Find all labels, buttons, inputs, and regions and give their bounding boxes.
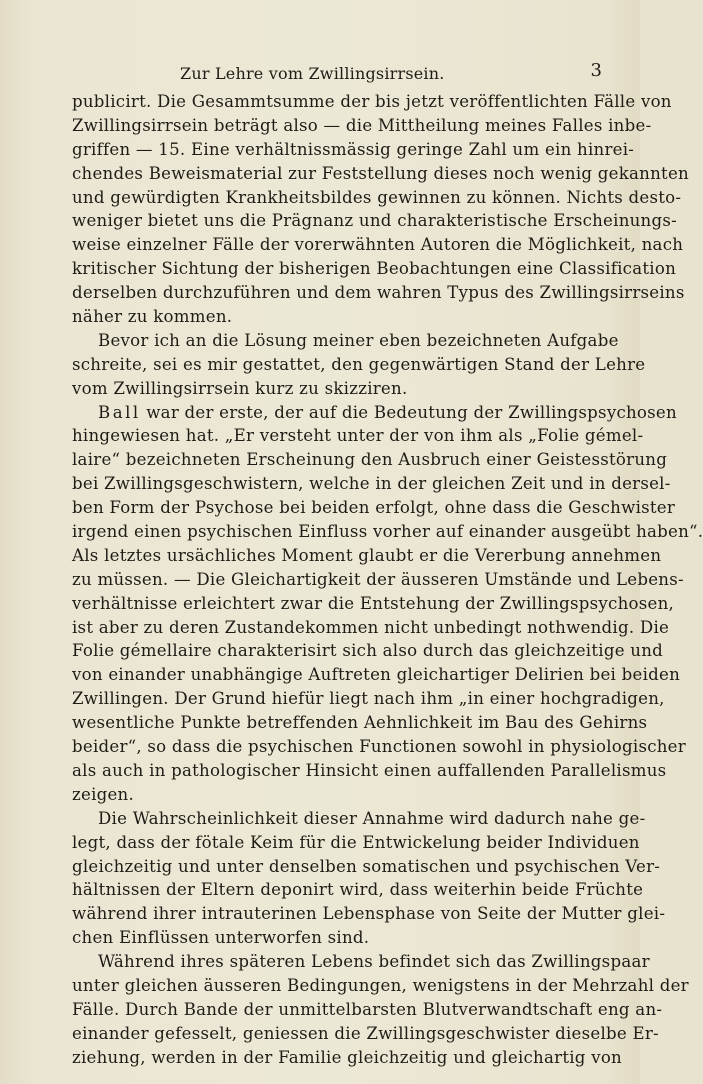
text-line: publicirt. Die Gesammtsumme der bis jetzt veröffentlichten Fälle von xyxy=(72,92,672,111)
text-line xyxy=(72,401,677,425)
text-line: als auch in pathologischer Hinsicht einen auffallenden Parallelismus xyxy=(72,760,667,780)
running-title: Zur Lehre vom Zwillingsirrsein. xyxy=(180,64,445,83)
running-head xyxy=(70,60,602,90)
text-line: hältnissen der Eltern deponirt wird, dass weiterhin beide Früchte xyxy=(72,880,644,900)
author-name-ball: Ball xyxy=(98,402,141,422)
text-line: verhältnisse erleichtert zwar die Entstehung der Zwillingspsychosen, xyxy=(72,593,675,613)
page-number: 3 xyxy=(590,60,602,81)
text-line: gleichzeitig und unter denselben somatischen und psychischen Ver- xyxy=(72,856,661,876)
text-line: Zwillingsirrsein beträgt also — die Mittheilung meines Falles inbe- xyxy=(72,115,652,135)
text-line: Fälle. Durch Bande der unmittelbarsten Blutverwandtschaft eng an- xyxy=(72,999,663,1019)
text-line: derselben durchzuführen und dem wahren Typus des Zwillingsirrseins xyxy=(72,283,685,303)
text-line: Zwillingen. Der Grund hiefür liegt nach ihm „in einer hochgradigen, xyxy=(72,689,665,709)
text-line: weniger bietet uns die Prägnanz und charakteristische Erscheinungs- xyxy=(72,211,677,231)
text-line: kritischer Sichtung der bisherigen Beobachtungen eine Classification xyxy=(72,259,677,279)
text-line: irgend einen psychischen Einfluss vorher auf einander ausgeübt haben“. xyxy=(72,522,703,542)
text-line: Als letztes ursächliches Moment glaubt er die Vererbung annehmen xyxy=(72,545,662,565)
text-line: ziehung, werden in der Familie gleichzeitig und gleichartig von xyxy=(72,1047,622,1067)
text-line: chen Einflüssen unterworfen sind. xyxy=(72,928,370,948)
text-line: unter gleichen äusseren Bedingungen, wenigstens in der Mehrzahl der xyxy=(72,975,689,995)
text-line: bei Zwillingsgeschwistern, welche in der gleichen Zeit und in dersel- xyxy=(72,474,671,494)
text-line: Folie gémellaire charakterisirt sich also durch das gleichzeitige und xyxy=(72,641,664,661)
text-line: ben Form der Psychose bei beiden erfolgt, ohne dass die Geschwister xyxy=(72,498,676,518)
text-line: laire“ bezeichneten Erscheinung den Ausbruch einer Geistesstörung xyxy=(72,450,668,470)
text-line: ist aber zu deren Zustandekommen nicht unbedingt nothwendig. Die xyxy=(72,617,670,637)
text-line-rest: war der erste, der auf die Bedeutung der Zwillingspsychosen xyxy=(140,402,677,422)
text-line: beider“, so dass die psychischen Functionen sowohl in physiologischer xyxy=(72,737,686,757)
text-line: zu müssen. — Die Gleichartigkeit der äusseren Umstände und Lebens- xyxy=(72,569,684,589)
text-line: näher zu kommen. xyxy=(72,307,233,327)
text-line: schreite, sei es mir gestattet, den gegenwärtigen Stand der Lehre xyxy=(72,354,646,374)
text-line: von einander unabhängige Auftreten gleichartiger Delirien bei beiden xyxy=(72,665,681,685)
text-line: hingewiesen hat. „Er versteht unter der von ihm als „Folie gémel- xyxy=(72,426,644,446)
text-line: weise einzelner Fälle der vorerwähnten Autoren die Möglichkeit, nach xyxy=(72,235,684,255)
text-line: und gewürdigten Krankheitsbildes gewinnen zu können. Nichts desto- xyxy=(72,187,682,207)
text-line: wesentliche Punkte betreffenden Aehnlichkeit im Bau des Gehirns xyxy=(72,713,648,733)
text-line: einander gefesselt, geniessen die Zwillingsgeschwister dieselbe Er- xyxy=(72,1023,659,1043)
text-line: während ihrer intrauterinen Lebensphase von Seite der Mutter glei- xyxy=(72,904,666,924)
text-line: legt, dass der fötale Keim für die Entwickelung beider Individuen xyxy=(72,832,640,852)
body-text xyxy=(72,90,703,1070)
text-line: Die Wahrscheinlichkeit dieser Annahme wird dadurch nahe ge- xyxy=(98,808,646,828)
text-line: zeigen. xyxy=(72,784,135,804)
text-line: Bevor ich an die Lösung meiner eben bezeichneten Aufgabe xyxy=(98,330,619,350)
text-line: chendes Beweismaterial zur Feststellung dieses noch wenig gekannten xyxy=(72,163,689,183)
text-line: vom Zwillingsirrsein kurz zu skizziren. xyxy=(72,378,408,398)
text-line: griffen — 15. Eine verhältnissmässig geringe Zahl um ein hinrei- xyxy=(72,139,635,159)
text-line: Während ihres späteren Lebens befindet sich das Zwillingspaar xyxy=(98,952,650,972)
